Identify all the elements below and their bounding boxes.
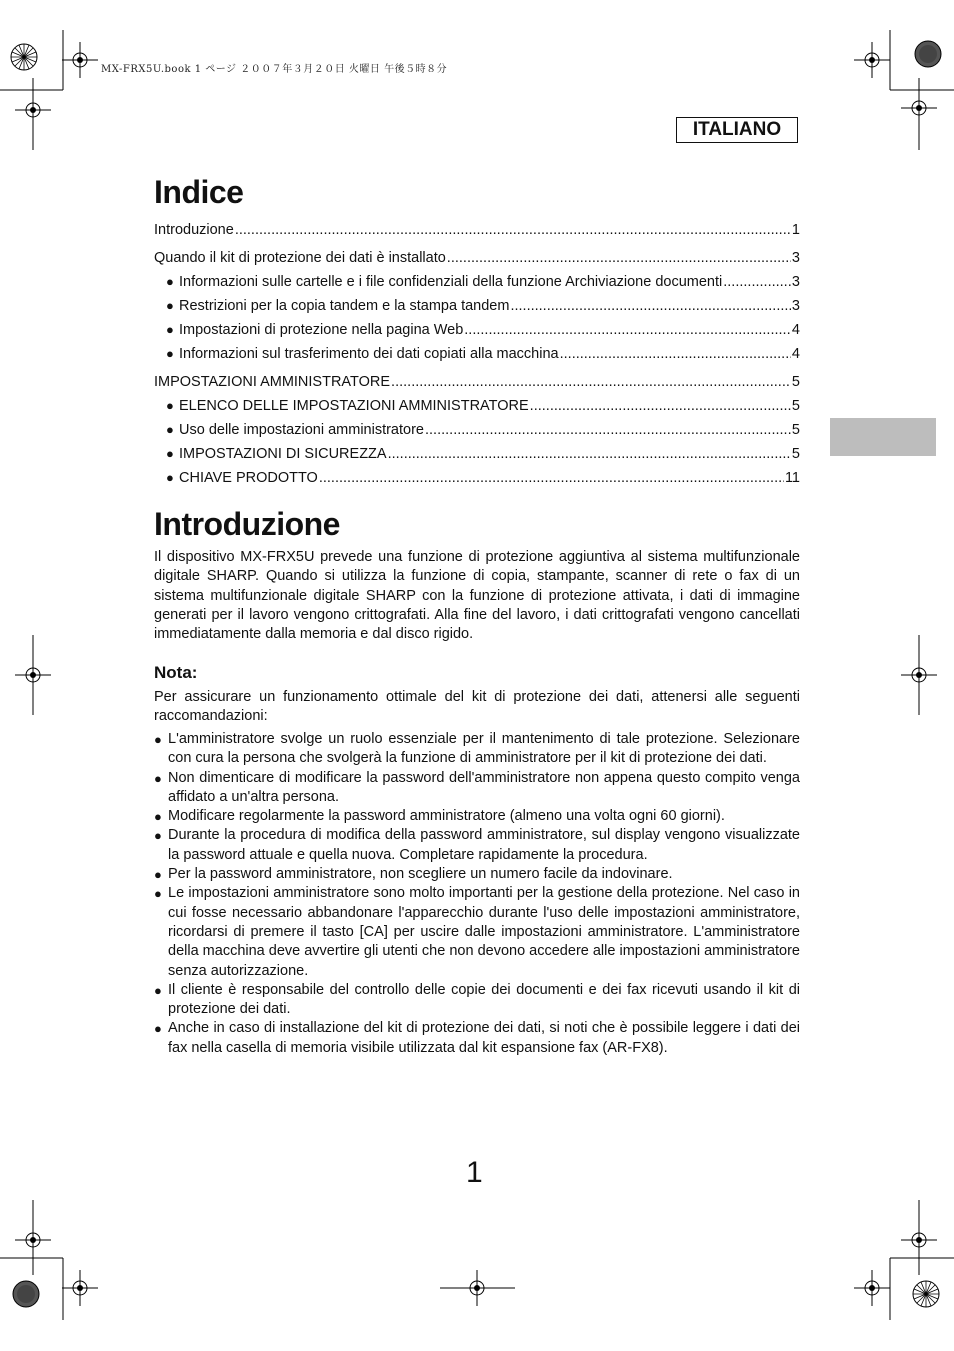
table-of-contents: [154, 222, 800, 494]
page-number: 1: [466, 1156, 483, 1189]
toc-entry[interactable]: Quando il kit di protezione dei dati è installato ..... 3: [154, 250, 800, 274]
bullet-icon: ●: [154, 982, 162, 998]
side-tab-marker: [830, 418, 936, 456]
list-item: ● L'amministratore svolge un ruolo essenziale per il mantenimento di tale protezione. Selezionare con cura la persona che svolgerà la funzione di amministratore per il kit di protezione dei dati.: [154, 731, 800, 767]
toc-entry[interactable]: ● ELENCO DELLE IMPOSTAZIONI AMMINISTRATORE ..... 5: [154, 398, 800, 422]
note-lead: Per assicurare un funzionamento ottimale del kit di protezione dei dati, attenersi alle seguenti raccomandazioni:: [154, 689, 800, 725]
bullet-icon: ●: [166, 422, 174, 437]
list-item: ● Le impostazioni amministratore sono molto importanti per la gestione della protezione. Nel caso in cui fosse necessario abbandonare l'apparecchio durante l'uso delle impostazioni amministratore, ricordarsi di premere il tasto [CA] per uscire dalle impostazioni amministratore. L'amministratore della macchina deve avvertire gli utenti che non devono accedere alle impostazioni amministratore senza autorizzazione.: [154, 885, 800, 979]
list-item: ● Durante la procedura di modifica della password amministratore, sul display vengono visualizzate la password attuale e quella nuova. Completare rapidamente la procedura.: [154, 827, 800, 863]
bullet-icon: ●: [166, 446, 174, 461]
bullet-icon: ●: [166, 470, 174, 485]
toc-entry[interactable]: ● Informazioni sulle cartelle e i file confidenziali della funzione Archiviazione documenti ..... 3: [154, 274, 800, 298]
bullet-icon: ●: [166, 346, 174, 361]
bullet-icon: ●: [166, 322, 174, 337]
toc-entry[interactable]: ● IMPOSTAZIONI DI SICUREZZA ..... 5: [154, 446, 800, 470]
bullet-icon: ●: [154, 867, 162, 883]
bullet-icon: ●: [166, 274, 174, 289]
list-item: ● Non dimenticare di modificare la password dell'amministratore non appena questo compito venga affidato a un'altra persona.: [154, 769, 800, 805]
bullet-icon: ●: [166, 398, 174, 413]
list-item: ● Per la password amministratore, non scegliere un numero facile da indovinare.: [154, 865, 800, 884]
bullet-icon: ●: [154, 809, 162, 825]
note-list: [154, 730, 800, 1058]
language-label: ITALIANO: [676, 117, 798, 143]
file-header-line: MX-FRX5U.book 1 ページ ２００７年３月２０日 火曜日 午後５時８分: [101, 64, 448, 75]
toc-entry[interactable]: ● CHIAVE PRODOTTO ..... 11: [154, 470, 800, 494]
toc-entry[interactable]: IMPOSTAZIONI AMMINISTRATORE ..... 5: [154, 374, 800, 398]
registration-sun-mark: [913, 1281, 939, 1307]
toc-entry[interactable]: ● Impostazioni di protezione nella pagina Web ..... 4: [154, 322, 800, 346]
list-item: ● Il cliente è responsabile del controllo delle copie dei documenti e dei fax ricevuti usando il kit di protezione dei dati.: [154, 981, 800, 1018]
list-item: ● Modificare regolarmente la password amministratore (almeno una volta ogni 60 giorni).: [154, 807, 800, 826]
list-item: ● Anche in caso di installazione del kit di protezione dei dati, si noti che è possibile leggere i dati dei fax nella casella di memoria visibile utilizzata dal kit espansione fax (AR-FX8).: [154, 1020, 800, 1056]
intro-title: Introduzione: [154, 506, 340, 542]
bullet-icon: ●: [154, 770, 162, 786]
toc-entry[interactable]: ● Uso delle impostazioni amministratore ..... 5: [154, 422, 800, 446]
toc-entry[interactable]: Introduzione ..... 1: [154, 222, 800, 246]
bullet-icon: ●: [154, 732, 162, 747]
bullet-icon: ●: [154, 828, 162, 844]
registration-sun-mark: [11, 44, 37, 70]
bullet-icon: ●: [166, 298, 174, 313]
index-title: Indice: [154, 174, 244, 210]
bullet-icon: ●: [154, 886, 162, 902]
toc-entry[interactable]: ● Restrizioni per la copia tandem e la stampa tandem ..... 3: [154, 298, 800, 322]
toc-entry[interactable]: ● Informazioni sul trasferimento dei dati copiati alla macchina ..... 4: [154, 346, 800, 370]
intro-paragraph: Il dispositivo MX-FRX5U prevede una funzione di protezione aggiuntiva al sistema multifunzionale digitale SHARP. Quando si utilizza la funzione di copia, stampante, scanner di rete o fax di un sistema multifunzionale digitale SHARP con la funzione di protezione attivata, i dati di immagine generati per il lavoro vengono crittografati. Alla fine del lavoro, i dati crittografati vengono cancellati immediatamente dalla memoria e dal disco rigido.: [154, 549, 800, 643]
note-title: Nota:: [154, 663, 198, 682]
bullet-icon: ●: [154, 1021, 162, 1037]
